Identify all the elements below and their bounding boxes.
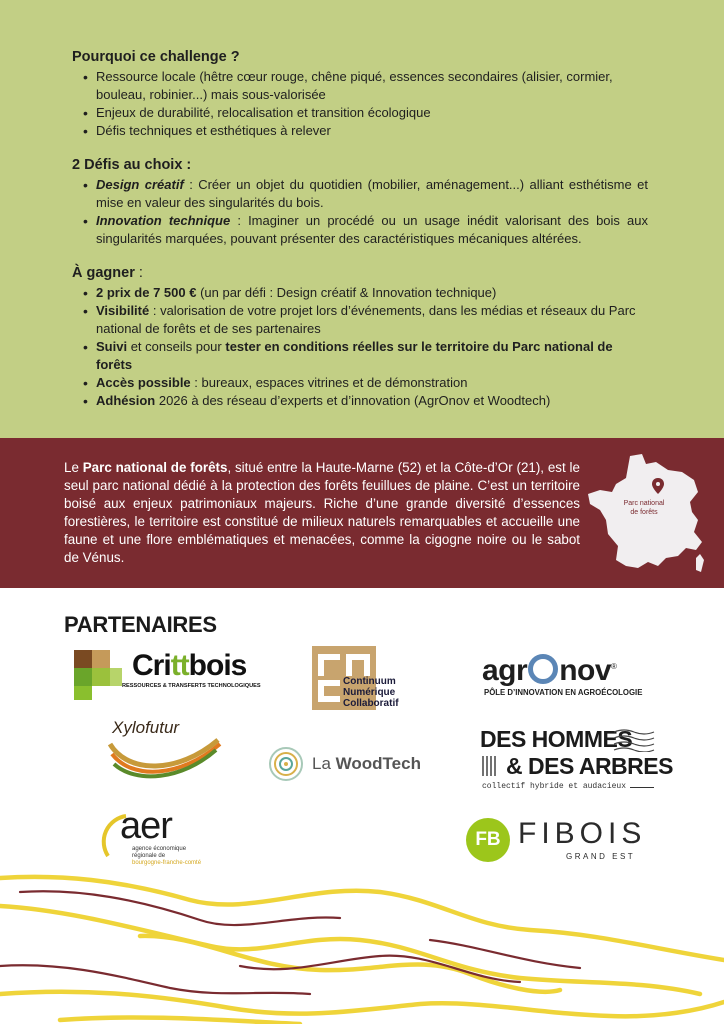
defi-text: : Imaginer un procédé ou un usage inédit valorisant des bois aux singularités marquées, pouvant présenter des caractéristiques mécaniques altérées. (96, 213, 648, 246)
defis-title: 2 Défis au choix : (72, 157, 192, 173)
agronov-tagline: PÔLE D’INNOVATION EN AGROÉCOLOGIE (484, 688, 643, 697)
crittbois-name (132, 650, 246, 682)
crittbois-logo (70, 646, 260, 702)
wood-grain-icon (612, 728, 656, 752)
why-item: • Défis techniques et esthétiques à relever (72, 122, 648, 140)
agronov-reg: ® (611, 662, 617, 671)
woodtech-name (312, 754, 421, 774)
crittbois-cube-icon (70, 646, 126, 702)
aer-text (132, 846, 201, 867)
gagner-item (72, 302, 648, 338)
woodtech-la: La (312, 754, 336, 773)
cnc-line2: Numérique (343, 687, 396, 698)
tree-bark-icon (480, 754, 500, 778)
tagline-rule (630, 787, 654, 788)
crittbois-name-a: Cri (132, 649, 171, 682)
hommes-arbres-logo (480, 726, 673, 794)
france-map (586, 450, 710, 580)
aer-l1: agence économique (132, 846, 187, 852)
fibois-logo (466, 816, 656, 866)
parc-text: , situé entre la Haute-Marne (52) et la Côte-d’Or (21), est le seul parc national dédié à la protection des forêts feuillues de plaine. C’est un territoire boisé aux enjeux patrimoniaux majeurs. Riche d’une grande diversité d’essences forestières, le territoire est constitué de milieux naturels remarquables et accueille une faune et une flore emblématiques et menacées, comme la cigogne noire ou le sabot de Vénus. (64, 460, 580, 565)
why-item: • Ressource locale (hêtre cœur rouge, chêne piqué, essences secondaires (alisier, cormier, bouleau, robinier...) mais sous-valorisée (72, 68, 648, 104)
gagner-bold: 2 prix de 7 500 € (96, 285, 197, 300)
xylofutur-logo (108, 716, 224, 784)
aer-logo (96, 805, 226, 874)
defi-text: : Créer un objet du quotidien (mobilier, aménagement...) alliant esthétisme et mise en valeur des singularités du bois. (96, 177, 648, 210)
gagner-list (72, 284, 648, 410)
parc-section (0, 438, 724, 588)
gagner-text: et conseils pour (127, 339, 226, 354)
why-list (72, 68, 648, 140)
gagner-text: : valorisation de votre projet lors d’événements, dans les médias et réseaux du Parc national de forêts et de ses partenaires (96, 303, 636, 336)
defi-item (72, 176, 648, 212)
gagner-text: (un par défi : Design créatif & Innovation technique) (196, 285, 497, 300)
hommes-tagline: collectif hybride et audacieux (482, 782, 627, 791)
gagner-title-colon: : (134, 265, 143, 281)
gagner-bold: tester en conditions réelles sur le territoire du Parc national de forêts (96, 339, 613, 372)
gagner-bold: Suivi (96, 339, 128, 354)
cnc-logo (312, 646, 432, 712)
gagner-item (72, 338, 648, 374)
hommes-line1: DES HOMMES (480, 726, 633, 752)
gagner-item (72, 284, 648, 302)
agronov-b: nov (559, 654, 612, 687)
challenge-section (0, 0, 724, 438)
gagner-bold: Visibilité (96, 303, 150, 318)
gagner-item (72, 374, 648, 392)
parc-pre: Le (64, 460, 83, 475)
woodtech-brand: WoodTech (335, 754, 421, 773)
aer-wordmark: aer (120, 805, 172, 847)
fibois-name: FIBOIS (518, 817, 647, 850)
gagner-title-text: À gagner (72, 265, 135, 281)
crittbois-tagline: RESSOURCES & TRANSFERTS TECHNOLOGIQUES (122, 683, 261, 689)
gagner-title (72, 264, 648, 282)
decorative-wood-lines (0, 870, 724, 1024)
why-title: Pourquoi ce challenge ? (72, 49, 240, 65)
defi-item (72, 212, 648, 248)
agronov-a: agr (482, 654, 528, 687)
fibois-badge-icon: FB (466, 818, 510, 862)
agronov-o-icon (528, 654, 558, 684)
parc-name: Parc national de forêts (82, 460, 228, 475)
hommes-line2: & DES ARBRES (506, 753, 673, 779)
aer-l3: bourgogne-franche-comté (132, 860, 202, 866)
woodtech-logo (268, 744, 438, 784)
agronov-logo (482, 650, 652, 700)
map-label-1: Parc national (623, 500, 665, 507)
gagner-text: 2026 à des réseau d’experts et d’innovation (AgrOnov et Woodtech) (155, 393, 551, 408)
parc-description (64, 459, 580, 567)
why-item: • Enjeux de durabilité, relocalisation et transition écologique (72, 104, 648, 122)
cnc-line1: Continuum (343, 676, 396, 687)
xylofutur-swoosh-icon (108, 734, 224, 784)
gagner-item (72, 392, 648, 410)
gagner-bold: Accès possible (96, 375, 191, 390)
cnc-text (343, 676, 399, 709)
cnc-line3: Collaboratif (343, 698, 399, 709)
defis-list (72, 176, 648, 248)
partners-title: PARTENAIRES (64, 612, 217, 637)
crittbois-name-b: tt (170, 649, 189, 682)
defi-name: Design créatif (96, 177, 184, 192)
crittbois-name-c: bois (188, 649, 247, 682)
defi-name: Innovation technique (96, 213, 231, 228)
map-label-2: de forêts (630, 509, 658, 516)
aer-l2: régionale de (132, 853, 166, 859)
woodtech-rings-icon (268, 746, 304, 782)
gagner-text: : bureaux, espaces vitrines et de démonstration (190, 375, 468, 390)
gagner-bold: Adhésion (96, 393, 156, 408)
xylofutur-name: Xylofutur (112, 718, 180, 737)
fibois-sub: GRAND EST (566, 852, 636, 861)
challenge-content (72, 48, 648, 426)
agronov-name (482, 650, 616, 688)
